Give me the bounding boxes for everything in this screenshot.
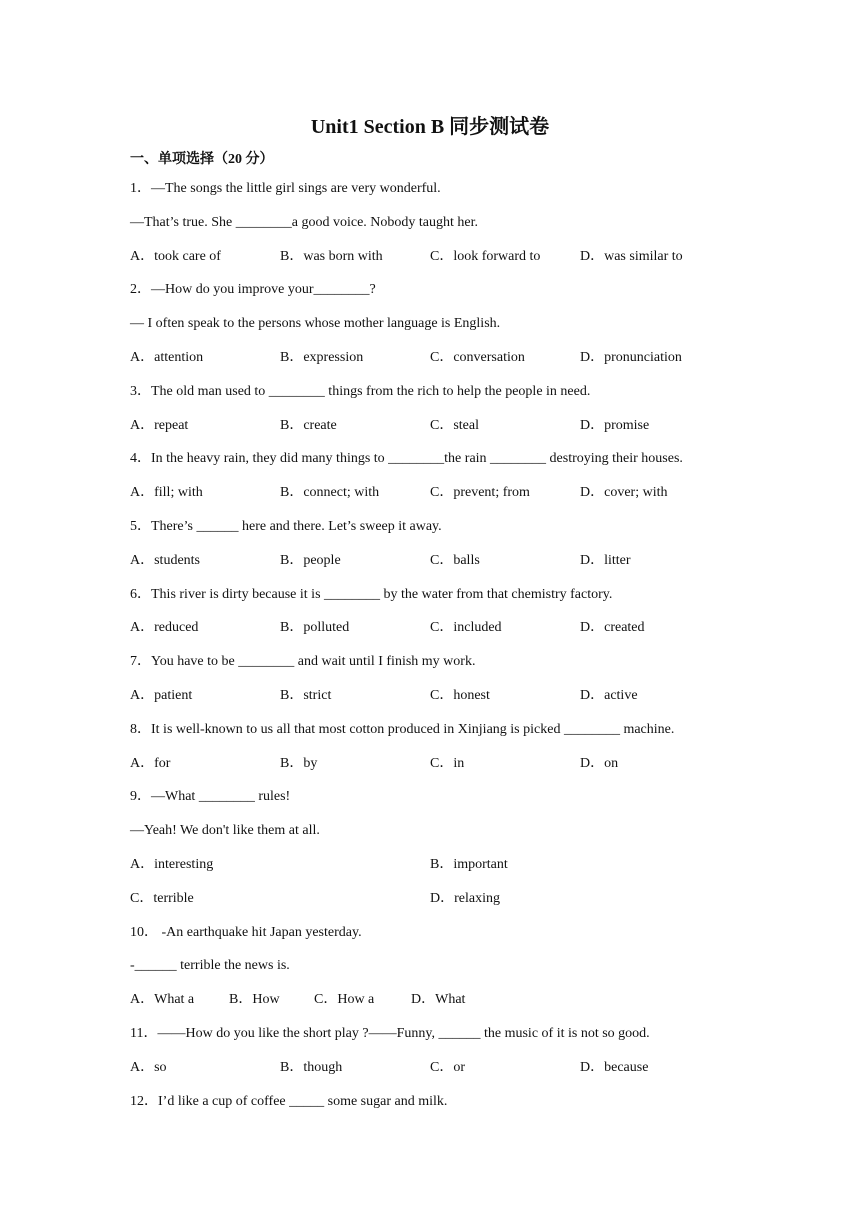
option-b: B．by — [280, 755, 318, 771]
option-a: A．repeat — [130, 417, 189, 433]
option-b: B．polluted — [280, 620, 350, 636]
question-stem: 5．There’s ______ here and there. Let’s sweep it away. — [130, 519, 442, 534]
option-d: D．litter — [580, 552, 631, 568]
question-line: —Yeah! We don't like them at all. — [130, 823, 320, 839]
option-b: B．was born with — [280, 248, 383, 264]
option-d: D．relaxing — [430, 890, 500, 906]
question-stem: 9．—What ________ rules! — [130, 789, 291, 805]
options-row — [130, 416, 770, 436]
option-d: D．because — [580, 1059, 649, 1075]
option-c: C．How a — [314, 992, 375, 1008]
option-b: B．How — [229, 992, 280, 1008]
question-stem: 12．I’d like a cup of coffee _____ some sugar and milk. — [130, 1093, 448, 1109]
section-heading: 一、单项选择（20 分） — [130, 152, 274, 167]
option-b: B．expression — [280, 350, 364, 365]
question-stem: 10． -An earthquake hit Japan yesterday. — [130, 924, 362, 940]
option-d: D．pronunciation — [580, 350, 682, 365]
option-b: B．important — [430, 857, 508, 872]
option-c: C．in — [430, 755, 465, 771]
question-stem: 2．—How do you improve your________? — [130, 282, 376, 298]
question-stem: 4．In the heavy rain, they did many things to ________the rain ________ destroying their houses. — [130, 451, 683, 467]
options-row — [130, 483, 770, 503]
option-c: C．prevent; from — [430, 485, 530, 501]
option-c: C．look forward to — [430, 248, 541, 264]
option-b: B．create — [280, 417, 337, 433]
question-stem: 11．——How do you like the short play ?——Funny, ______ the music of it is not so good. — [130, 1026, 650, 1041]
option-d: D．promise — [580, 417, 650, 433]
option-b: B．though — [280, 1059, 343, 1075]
options-row — [130, 618, 770, 638]
option-d: D．was similar to — [580, 248, 683, 264]
option-c: C．included — [430, 620, 502, 636]
option-a: A．so — [130, 1059, 167, 1075]
question-stem: 3．The old man used to ________ things from the rich to help the people in need. — [130, 383, 591, 399]
options-row — [130, 855, 770, 875]
option-b: B．connect; with — [280, 485, 380, 501]
option-a: A．reduced — [130, 620, 199, 636]
option-d: D．cover; with — [580, 485, 668, 501]
option-a: A．for — [130, 755, 171, 771]
option-a: A．took care of — [130, 248, 221, 264]
option-b: B．strict — [280, 688, 332, 703]
option-c: C．or — [430, 1059, 465, 1075]
option-d: D．created — [580, 620, 645, 636]
question-stem: 7．You have to be ________ and wait until I finish my work. — [130, 654, 476, 670]
option-c: C．balls — [430, 552, 480, 568]
option-a: A．interesting — [130, 857, 214, 872]
question-stem: 8．It is well-known to us all that most cotton produced in Xinjiang is picked ________ machine. — [130, 721, 675, 737]
option-a: A．What a — [130, 992, 195, 1008]
option-a: A．students — [130, 552, 200, 568]
option-a: A．attention — [130, 350, 204, 365]
option-c: C．honest — [430, 688, 490, 703]
options-row — [130, 247, 770, 267]
question-line: — I often speak to the persons whose mother language is English. — [130, 316, 501, 332]
question-line: -______ terrible the news is. — [130, 958, 290, 974]
page-title: Unit1 Section B 同步测试卷 — [310, 116, 550, 138]
option-d: D．on — [580, 755, 619, 771]
options-row — [130, 348, 770, 368]
option-a: A．fill; with — [130, 485, 203, 501]
option-d: D．active — [580, 688, 638, 703]
question-stem: 6．This river is dirty because it is ________ by the water from that chemistry factory. — [130, 586, 613, 602]
question-stem: 1．—The songs the little girl sings are very wonderful. — [130, 181, 441, 196]
options-row — [130, 551, 770, 571]
options-row — [130, 754, 770, 774]
option-c: C．conversation — [430, 350, 525, 365]
option-d: D．What — [411, 992, 466, 1008]
option-b: B．people — [280, 552, 341, 568]
options-row — [130, 686, 770, 706]
option-c: C．steal — [430, 417, 479, 433]
options-row — [130, 1058, 770, 1078]
options-row — [130, 889, 770, 909]
options-row — [130, 990, 770, 1010]
question-line: —That’s true. She ________a good voice. Nobody taught her. — [130, 214, 478, 230]
option-c: C．terrible — [130, 890, 194, 906]
option-a: A．patient — [130, 688, 193, 703]
